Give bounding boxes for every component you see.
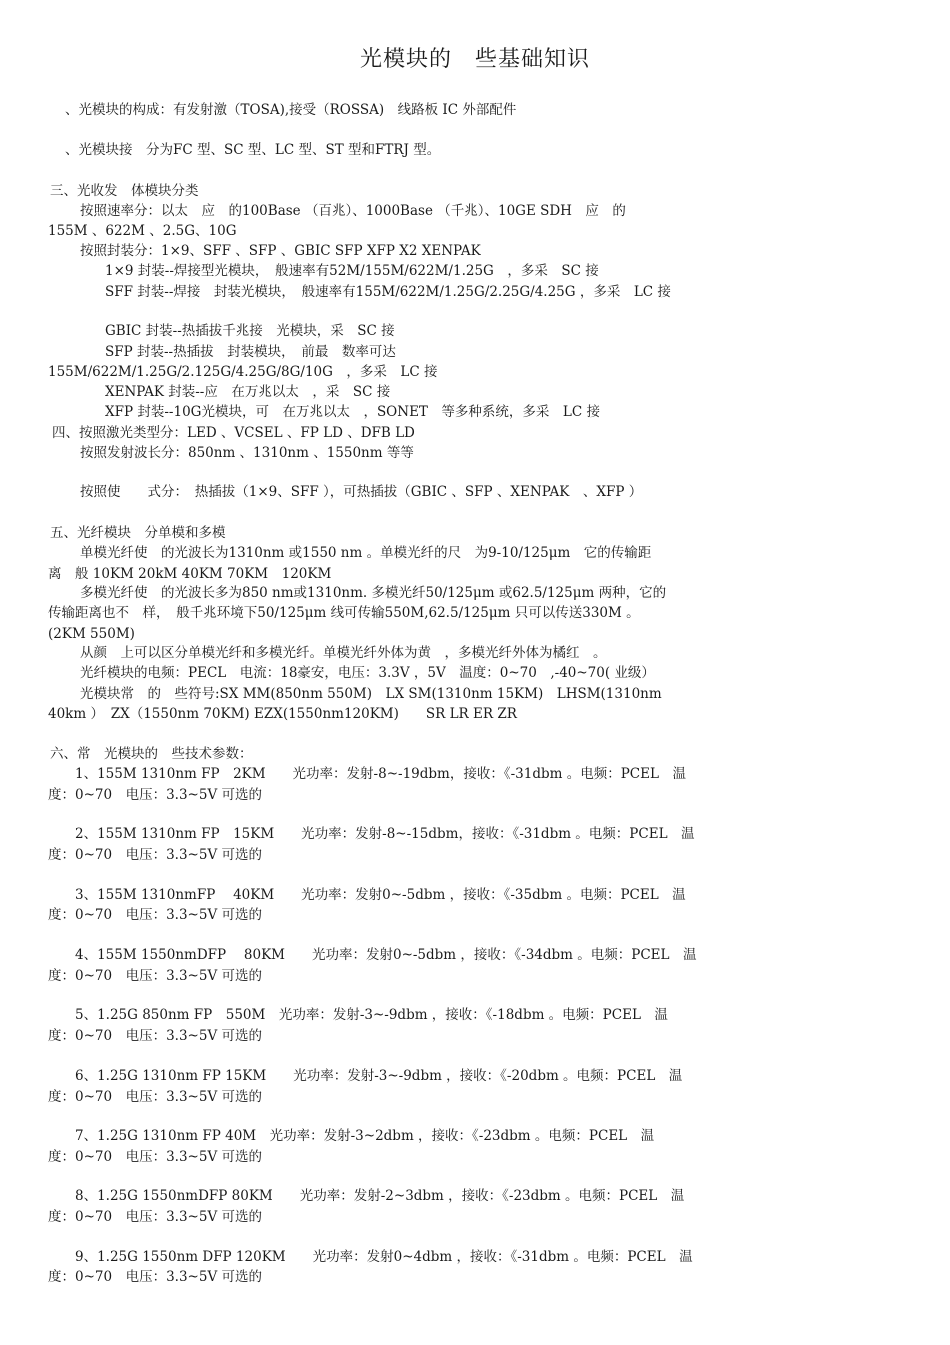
spec-item-line: 5、1.25G 850nm FP 550M 光功率：发射-3~-9dbm ，接收：《-18dbm 。电频：PCEL 温 xyxy=(75,1007,668,1023)
text-line: XFP 封装--10G光模块，可 在万兆以太 ，SONET 等多种系统，多采 LC 接 xyxy=(105,404,601,420)
text-line: 、光模块的构成：有发射激（TOSA),接受（ROSSA) 线路板 IC 外部配件 xyxy=(65,102,517,118)
text-line: 传输距离也不 样， 般千兆环境下50/125μm 线可传输550M,62.5/125μm 只可以传送330M 。 xyxy=(48,605,640,621)
spec-item-line: 度：0~70 电压：3.3~5V 可选的 xyxy=(48,847,262,863)
spec-item-line: 度：0~70 电压：3.3~5V 可选的 xyxy=(48,1028,262,1044)
spec-item-line: 度：0~70 电压：3.3~5V 可选的 xyxy=(48,1089,262,1105)
text-line: 单模光纤使 的光波长为1310nm 或1550 nm 。单模光纤的尺 为9-10/125μm 它的传输距 xyxy=(80,545,652,561)
text-line: 1×9 封装--焊接型光模块， 般速率有52M/155M/622M/1.25G ，多采 SC 接 xyxy=(105,263,599,279)
spec-item-line: 度：0~70 电压：3.3~5V 可选的 xyxy=(48,1209,262,1225)
text-line: GBIC 封装--热插拔千兆接 光模块，采 SC 接 xyxy=(105,323,395,339)
text-line: 光纤模块的电频：PECL 电流：18豪安，电压：3.3V ，5V 温度：0~70 ,-40~70( 业级） xyxy=(80,665,655,681)
text-line: 按照速率分：以太 应 的100Base （百兆）、1000Base （千兆）、10GE SDH 应 的 xyxy=(80,203,626,219)
text-line: 按照发射波长分：850nm 、1310nm 、1550nm 等等 xyxy=(80,445,414,461)
text-line: SFP 封装--热插拔 封装模块， 前最 数率可达 xyxy=(105,344,396,360)
spec-item-line: 9、1.25G 1550nm DFP 120KM 光功率：发射0~4dbm ，接收：《-31dbm 。电频：PCEL 温 xyxy=(75,1249,693,1265)
text-line: 155M 、622M 、2.5G、10G xyxy=(48,223,237,239)
spec-item-line: 度：0~70 电压：3.3~5V 可选的 xyxy=(48,968,262,984)
text-line: 155M/622M/1.25G/2.125G/4.25G/8G/10G ，多采 LC 接 xyxy=(48,364,438,380)
text-line: 按照使 式分： 热插拔（1×9、SFF ），可热插拔（GBIC 、SFP 、XENPAK 、XFP ） xyxy=(80,484,643,500)
spec-item-line: 3、155M 1310nmFP 40KM 光功率：发射0~-5dbm ，接收：《-35dbm 。电频：PCEL 温 xyxy=(75,887,686,903)
spec-item-line: 4、155M 1550nmDFP 80KM 光功率：发射0~-5dbm ，接收：《-34dbm 。电频：PCEL 温 xyxy=(75,947,697,963)
text-line: 40km ） ZX（1550nm 70KM) EZX(1550nm120KM) SR LR ER ZR xyxy=(48,706,517,722)
spec-item-line: 6、1.25G 1310nm FP 15KM 光功率：发射-3~-9dbm ，接收：《-20dbm 。电频：PCEL 温 xyxy=(75,1068,683,1084)
text-line: 从颜 上可以区分单模光纤和多模光纤。单模光纤外体为黄 ，多模光纤外体为橘红 。 xyxy=(80,645,607,661)
spec-item-line: 1、155M 1310nm FP 2KM 光功率：发射-8~-19dbm，接收：《-31dbm 。电频：PCEL 温 xyxy=(75,766,686,782)
section-heading: 六、常 光模块的 些技术参数： xyxy=(50,746,253,762)
spec-item-line: 8、1.25G 1550nmDFP 80KM 光功率：发射-2~3dbm ，接收：《-23dbm 。电频：PCEL 温 xyxy=(75,1188,685,1204)
text-line: 按照封装分：1×9、SFF 、SFP 、GBIC SFP XFP X2 XENPAK xyxy=(80,243,481,259)
spec-item-line: 度：0~70 电压：3.3~5V 可选的 xyxy=(48,787,262,803)
text-line: 、光模块接 分为FC 型、SC 型、LC 型、ST 型和FTRJ 型。 xyxy=(65,142,441,158)
text-line: 光模块常 的 些符号:SX MM(850nm 550M) LX SM(1310nm 15KM) LHSM(1310nm xyxy=(80,686,662,702)
text-line: SFF 封装--焊接 封装光模块， 般速率有155M/622M/1.25G/2.25G/4.25G ，多采 LC 接 xyxy=(105,284,671,300)
spec-item-line: 度：0~70 电压：3.3~5V 可选的 xyxy=(48,1149,262,1165)
text-line: XENPAK 封装--应 在万兆以太 ，采 SC 接 xyxy=(105,384,391,400)
text-line: 离 般 10KM 20kM 40KM 70KM 120KM xyxy=(48,566,332,582)
spec-item-line: 度：0~70 电压：3.3~5V 可选的 xyxy=(48,1269,262,1285)
page-title: 光模块的 些基础知识 xyxy=(359,47,590,72)
spec-item-line: 7、1.25G 1310nm FP 40M 光功率：发射-3~2dbm ，接收：《-23dbm 。电频：PCEL 温 xyxy=(75,1128,655,1144)
text-line: 多模光纤使 的光波长多为850 nm或1310nm. 多模光纤50/125μm 或62.5/125μm 两种，它的 xyxy=(80,585,667,601)
text-line: (2KM 550M) xyxy=(48,626,135,642)
section-heading: 三、光收发 体模块分类 xyxy=(50,183,199,199)
section-heading: 五、光纤模块 分单模和多模 xyxy=(50,525,226,541)
section-heading: 四、按照激光类型分：LED 、VCSEL 、FP LD 、DFB LD xyxy=(52,425,415,441)
spec-item-line: 度：0~70 电压：3.3~5V 可选的 xyxy=(48,907,262,923)
spec-item-line: 2、155M 1310nm FP 15KM 光功率：发射-8~-15dbm，接收：《-31dbm 。电频：PCEL 温 xyxy=(75,826,695,842)
